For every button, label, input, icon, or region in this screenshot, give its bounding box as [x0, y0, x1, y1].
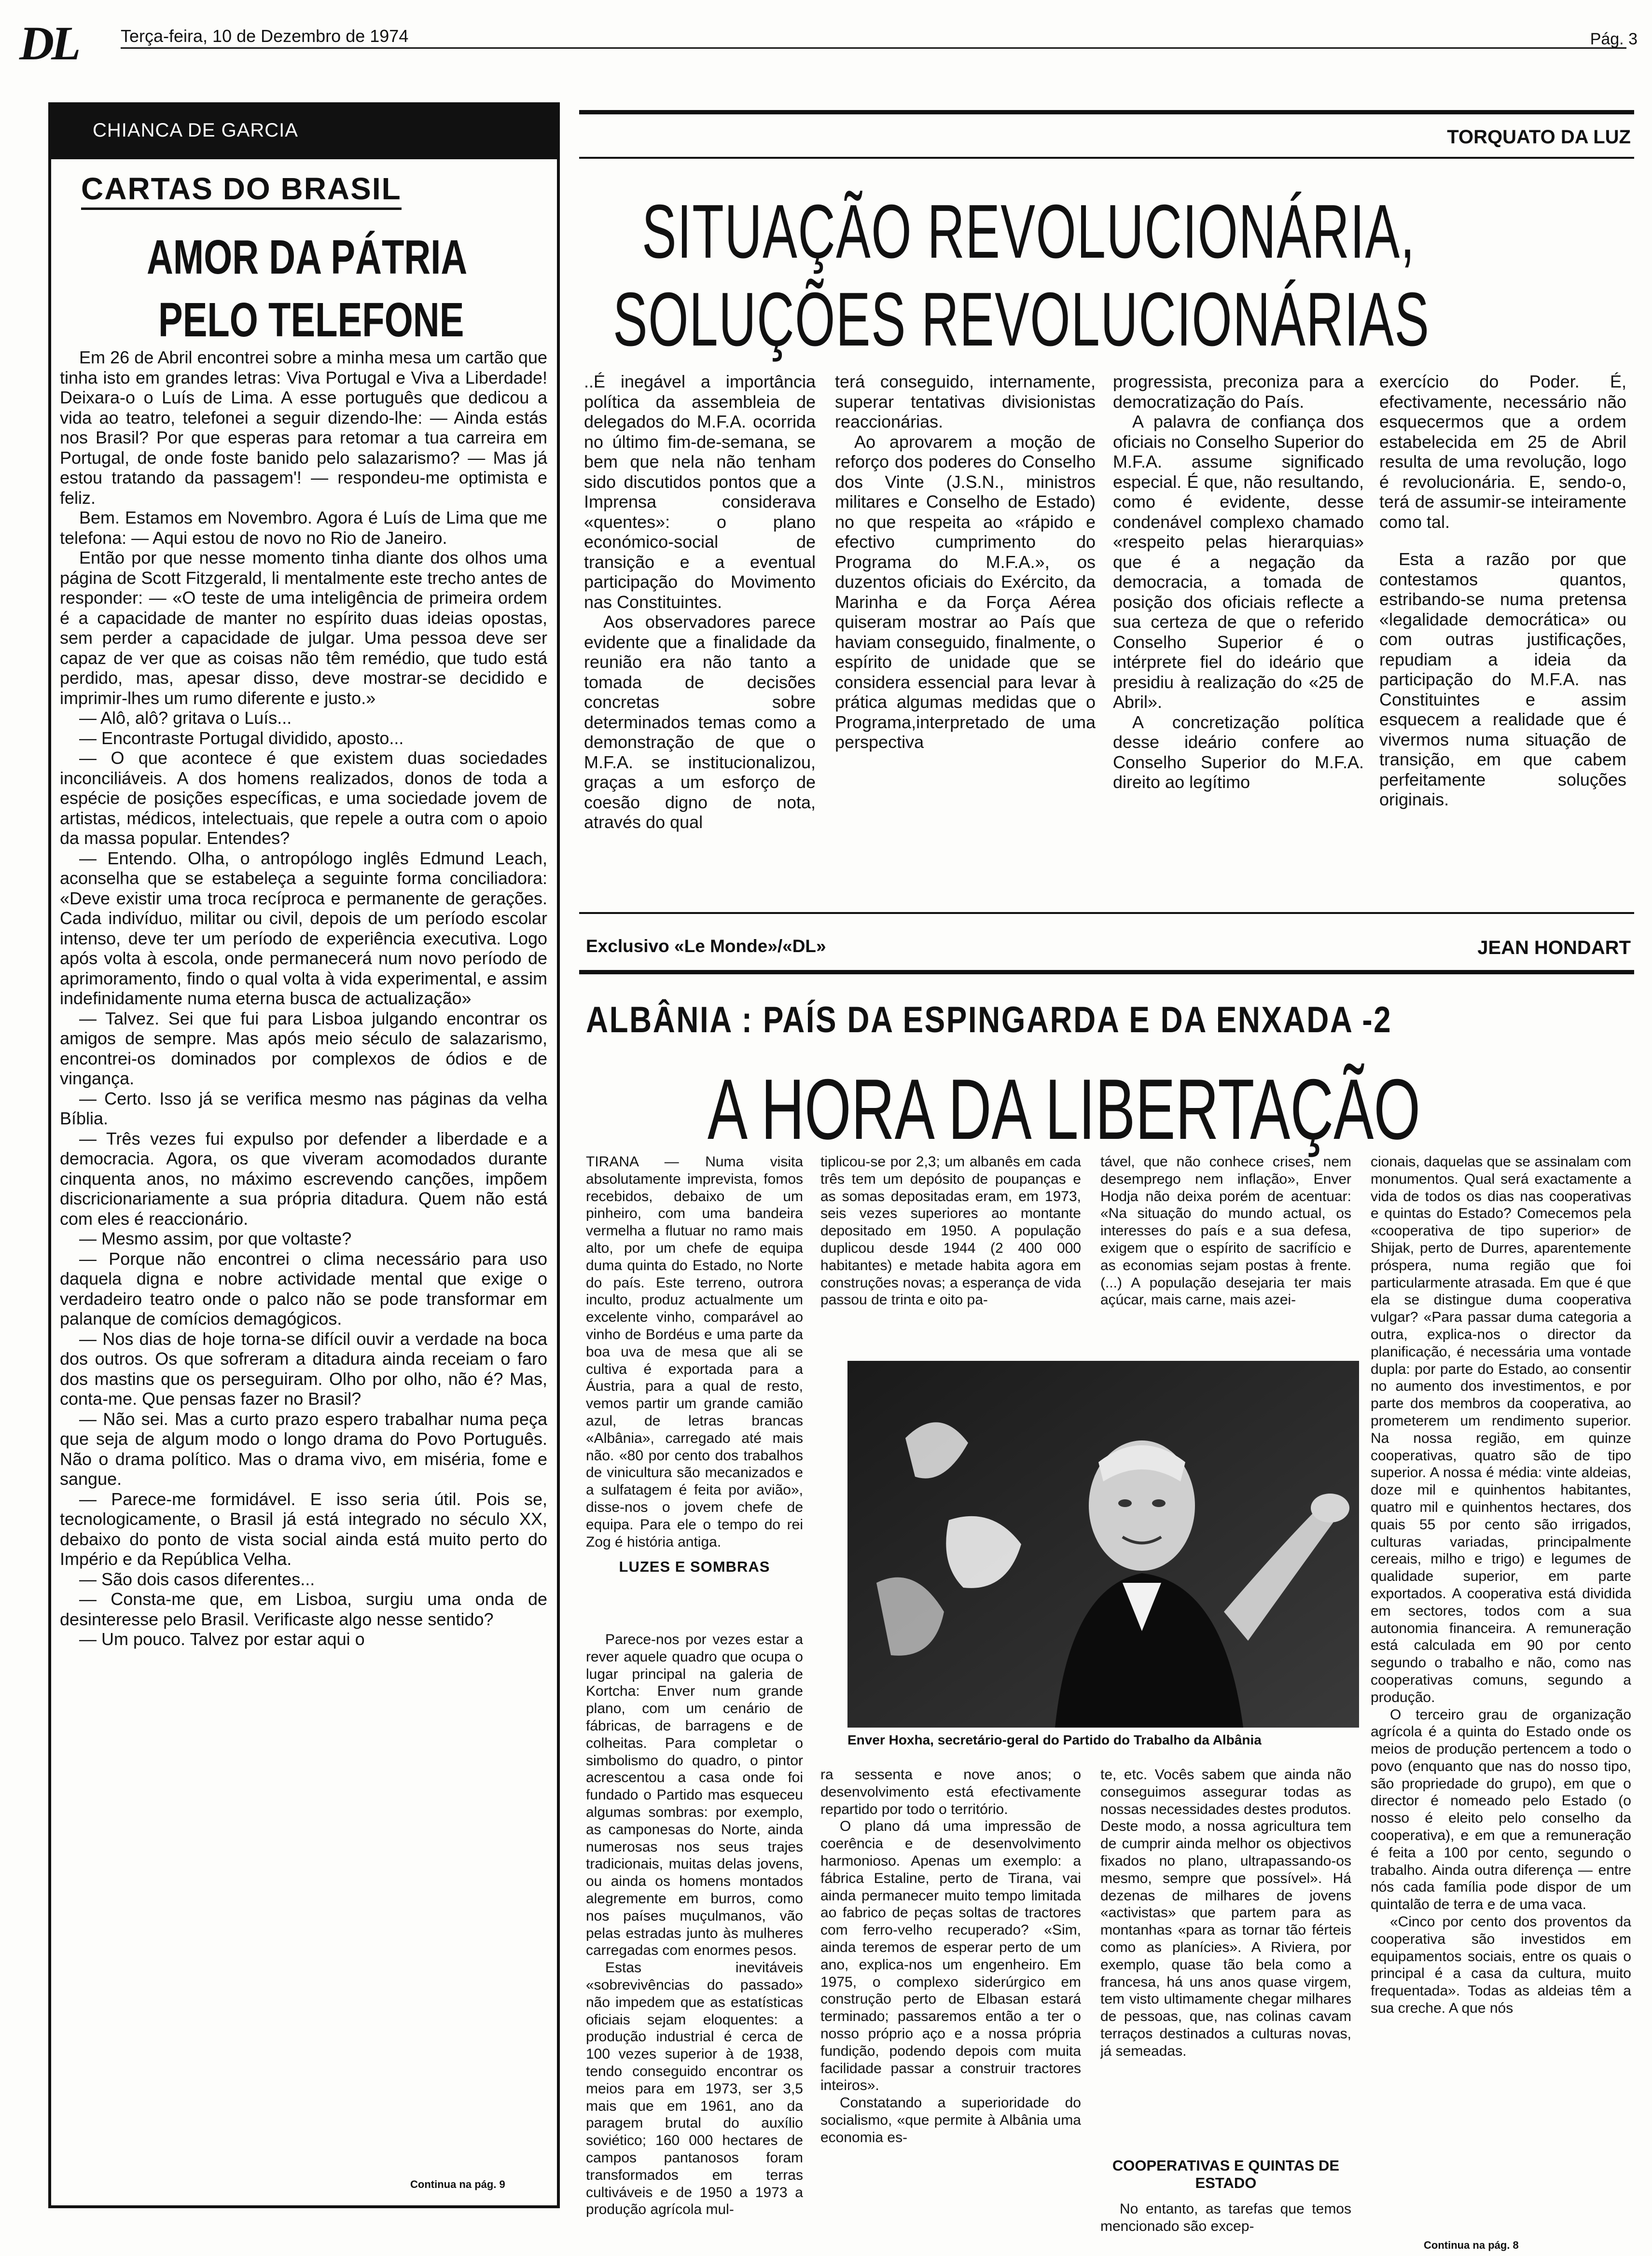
albania-rule — [579, 970, 1634, 974]
paragraph: — Mesmo assim, por que voltaste? — [79, 1229, 352, 1248]
page-number: Pág. 3 — [1590, 30, 1638, 48]
top-article-column-2 — [835, 372, 1096, 898]
paragraph: tável, que não conhece crises, nem desemprego nem inflação», Enver Hodja não deixa porém de acentuar: «Na situação do mundo actual, os interesses do país e a sua defesa, exigem que o espírito de sacrifício e as economias sejam postas à frente. (...) A população desejaria ter mais açúcar, mais carne, mais azei- — [1100, 1154, 1351, 1308]
top-article-column-3 — [1113, 372, 1364, 898]
albania-column-2 — [820, 1153, 1081, 1356]
exclusive-credit: Exclusivo «Le Monde»/«DL» — [586, 936, 826, 956]
paragraph: — Não sei. Mas a curto prazo espero trabalhar numa peça que seja de algum modo o longo drama do Povo Português. Não o drama político. Mas o drama vivo, em miséria, fome e sangue. — [60, 1409, 547, 1489]
left-article-title-line2: PELO TELEFONE — [158, 293, 464, 347]
albania-column-4 — [1371, 1153, 1631, 2239]
paragraph: — Nos dias de hoje torna-se difícil ouvir a verdade na boca dos outros. Os que sofreram a ditadura ainda receiam o faro dos mastins que os perseguiram. Olho por olho, não é? Mas, conta-me. Que pensas fazer no Brasil? — [60, 1329, 547, 1409]
paragraph: Aos observadores parece evidente que a finalidade da reunião era não tanto a tomada de decisões concretas sobre determinados temas como a demonstração de que o M.F.A. se institucionalizou, graças a um esforço de coesão digno de nota, através do qual — [584, 612, 816, 832]
albania-continuation: Continua na pág. 8 — [1424, 2239, 1519, 2251]
albania-column-1 — [586, 1153, 803, 1617]
paragraph: — Talvez. Sei que fui para Lisboa julgando encontrar os amigos de sempre. Mas após meio século de salazarismo, encontrei-os dominados por complexos de ódios e de vingança. — [60, 1008, 547, 1088]
paragraph: — Parece-me formidável. E isso seria útil. Pois se, tecnologicamente, o Brasil já está integrado no século XX, debaixo do ponto de vista social ainda está muito perto do Império e da República Velha. — [60, 1489, 547, 1569]
subheading-cooperativas: COOPERATIVAS E QUINTAS DE ESTADO — [1112, 2157, 1340, 2191]
enver-hoxha-photo — [847, 1361, 1359, 1728]
photo-caption: Enver Hoxha, secretário-geral do Partido do Trabalho da Albânia — [847, 1732, 1262, 1747]
paragraph: TIRANA — Numa visita absolutamente imprevista, fomos recebidos, debaixo de um pinheiro, com uma bandeira vermelha a flutuar no ramo mais alto, por um chefe de equipa duma quinta do Estado, no Norte do país. Este terreno, outrora inculto, produz actualmente um excelente vinho, comparável ao vinho de Bordéus e uma parte da boa uva de mesa que ali se cultiva é exportada para a Áustria, para a qual de resto, vemos partir um grande camião azul, de letras brancas «Albânia», carregado até mais não. «80 por cento dos trabalhos de vinicultura são mecanizados e a sulfatagem é feita por avião», disse-nos o jovem chefe de equipa. Para ele o tempo do rei Zog é história antiga. — [586, 1154, 803, 1550]
paragraph: progressista, preconiza para a democratização do País. — [1113, 372, 1364, 412]
top-article-author: TORQUATO DA LUZ — [1447, 126, 1631, 148]
left-article-author: CHIANCA DE GARCIA — [48, 102, 560, 159]
left-article-continuation: Continua na pág. 9 — [410, 2178, 505, 2190]
albania-author: JEAN HONDART — [1477, 937, 1631, 958]
paragraph: — Três vezes fui expulso por defender a liberdade e a democracia. Agora, os que viveram acomodados durante cinquenta anos, no máximo escrevendo canções, impõem discricionariamente a sua própria ditadura. Quem não está com eles é reaccionário. — [60, 1128, 547, 1229]
paragraph: — Porque não encontrei o clima necessário para uso daquela digna e nobre actividade mental que exige o verdadeiro teatro onde o palco não se pode transformar em palanque de comícios demagógicos. — [60, 1248, 547, 1329]
paragraph: ra sessenta e nove anos; o desenvolvimento está efectivamente repartido por todo o território. — [820, 1767, 1081, 1817]
albania-column-3-end — [1100, 2201, 1351, 2254]
paragraph: — Entendo. Olha, o antropólogo inglês Edmund Leach, aconselha que se estabeleça a seguinte forma conciliadora: «Deve existir uma troca recíproca e permanente de gerações. Cada indivíduo, militar ou civil, depois de um período escolar intenso, deve ter um período de experiência executiva. Logo após volta à escola, onde permanecerá num novo período de aprimoramento, findo o qual volta à vida experimental, e assim indefinidamente numa eterna busca de actualização» — [60, 848, 547, 1008]
albania-kicker: ALBÂNIA : PAÍS DA ESPINGARDA E DA ENXADA -2 — [586, 999, 1392, 1040]
left-article-body — [60, 347, 547, 2191]
subheading: LUZES E SOMBRAS — [619, 1558, 770, 1576]
top-article-column-1 — [584, 372, 816, 898]
paragraph: O terceiro grau de organização agrícola é a quinta do Estado onde os meios de produção pertencem a todo o povo (enquanto que nas do nosso tipo, são propriedade do grupo), em que o director é nomeado pelo Estado (o nosso é eleito pelo conselho da cooperativa), e em que a remuneração é feita a 100 por cento, segundo o trabalho. Ainda outra diferença — entre nós cada família pode dispor de um quintalão de terra e de uma vaca. — [1371, 1706, 1631, 1913]
paragraph: cionais, daquelas que se assinalam com monumentos. Qual será exactamente a vida de todos os dias nas cooperativas e quintas do Estado? Comecemos pela «cooperativa de tipo superior» de Shijak, perto de Durres, aparentemente próspera, numa região que foi particularmente atrasada. Em que é que ela se distingue duma cooperativa vulgar? «Para passar duma categoria a outra, explica-nos o director da planificação, é necessária uma vontade dupla: por parte do Estado, ao consentir no aumento dos investimentos, e por parte dos membros da cooperativa, ao prometerem um rendimento superior. Na nossa região, em quinze cooperativas, quatro são de tipo superior. A nossa é média: vinte aldeias, doze mil e quinhentos habitantes, quatro mil e quinhentos hectares, dos quais 55 por cento são irrigados, culturas variadas, principalmente cereais, milho e trigo) e legumes de qualidade superior, em parte exportados. A cooperativa está dividida em sectores, todos com a sua autonomia financeira. A remuneração está calculada em 90 por cento segundo o trabalho e não, como nas cooperativas comuns, segundo a produção. — [1371, 1154, 1631, 1705]
albania-column-1-continued — [586, 1631, 803, 2254]
albania-top-rule — [579, 912, 1634, 914]
paragraph: — São dois casos diferentes... — [79, 1569, 315, 1589]
paragraph: terá conseguido, internamente, superar tentativas divisionistas reaccionárias. — [835, 372, 1096, 431]
paragraph: ..É inegável a importância política da assembleia de delegados do M.F.A. ocorrida no último fim-de-semana, se bem que nela não tenham sido discutidos pontos que a Imprensa considerava «quentes»: o plano económico-social de transição e a eventual participação do Movimento nas Constituintes. — [584, 372, 816, 612]
top-article-title-line1: SITUAÇÃO REVOLUCIONÁRIA, — [642, 189, 1416, 274]
albania-column-2-lower — [820, 1766, 1081, 2254]
paragraph: A palavra de confiança dos oficiais no Conselho Superior do M.F.A. assume significado especial. É que, não resultando, como é evidente, desse condenável complexo chamado «respeito pelas hierarquias» que é a negação da democracia, a tomada de posição dos oficiais reflecte a sua certeza de que o referido Conselho Superior é o intérprete fiel do ideário que presidiu à realização do «25 de Abril». — [1113, 412, 1364, 712]
paragraph: Então por que nesse momento tinha diante dos olhos uma página de Scott Fitzgerald, li mentalmente este trecho antes de responder: — «O teste de uma inteligência de primeira ordem é a capacidade de manter no espírito duas ideias opostas, sem perder a capacidade de julgar. Uma pessoa deve ser capaz de ver que as coisas não têm remédio, que tudo está perdido, mas, apesar disso, deve mostrar-se decidido e imprimir-lhes um rumo diferente e justo.» — [60, 548, 547, 708]
paragraph: Estas inevitáveis «sobrevivências do passado» não impedem que as estatísticas oficiais sejam eloquentes: a produção industrial é cerca de 100 vezes superior à de 1938, tendo conseguido encontrar os meios para em 1973, ser 3,5 mais que em 1961, ano da paragem brutal do auxílio soviético; 160 000 hectares de campos pantanosos foram transformados em terras cultiváveis e de 1950 a 1973 a produção agrícola mul- — [586, 1960, 803, 2218]
paragraph: tiplicou-se por 2,3; um albanês em cada três tem um depósito de poupanças e as somas depositadas eram, em 1973, seis vezes superiores ao montante depositado em 1950. A população duplicou desde 1944 (2 400 000 habitantes) e metade habita agora em construções novas; a esperança de vida passou de trinta e oito pa- — [820, 1154, 1081, 1308]
paragraph: — Certo. Isso já se verifica mesmo nas páginas da velha Bíblia. — [60, 1088, 547, 1128]
paragraph: — Um pouco. Talvez por estar aqui o — [79, 1629, 365, 1649]
albania-column-3 — [1100, 1153, 1351, 1356]
left-article-kicker: CARTAS DO BRASIL — [81, 170, 402, 210]
newspaper-logo: DL — [19, 16, 78, 70]
paragraph: — Encontraste Portugal dividido, aposto... — [79, 728, 404, 748]
top-article-rule-thin — [579, 157, 1634, 159]
paragraph: — O que acontece é que existem duas sociedades inconciliáveis. A dos homens realizados, donos de toda a espécie de posições específicas, e uma sociedade jovem de artistas, médicos, intelectuais, que repele a outra com o apoio da massa popular. Entendes? — [60, 748, 547, 848]
albania-title: A HORA DA LIBERTAÇÃO — [708, 1061, 1421, 1157]
masthead-rule — [121, 47, 1626, 49]
top-article-column-4 — [1379, 372, 1626, 898]
paragraph: No entanto, as tarefas que temos mencionado são excep- — [1100, 2201, 1351, 2234]
paragraph: Em 26 de Abril encontrei sobre a minha mesa um cartão que tinha isto em grandes letras: Viva Portugal e Viva a Liberdade! Deixara-o o Luís de Lima. A esse português que dedicou a vida ao teatro, telefonei a seguir dizendo-lhe: — Ainda estás nos Brasil? Por que esperas para retomar a tua carreira em Portugal, de onde foste banido pelo salazarismo? — Mas já estou tratando da passagem'! — respondeu-me optimista e feliz. — [60, 347, 547, 508]
top-article-rule — [579, 110, 1634, 114]
paragraph: Ao aprovarem a moção de reforço dos poderes do Conselho dos Vinte (J.S.N., ministros militares e Conselho de Estado) no que respeita ao «rápido e efectivo cumprimento do Programa do M.F.A.», os duzentos oficiais do Exército, da Marinha e da Força Aérea quiseram mostrar ao País que haviam conseguido, finalmente, o espírito de unidade que se considera essencial para levar à prática algumas medidas que o Programa,interpretado de uma perspectiva — [835, 431, 1096, 752]
top-article-title-line2: SOLUÇÕES REVOLUCIONÁRIAS — [613, 277, 1430, 362]
issue-date: Terça-feira, 10 de Dezembro de 1974 — [121, 26, 409, 46]
paragraph: Parece-nos por vezes estar a rever aquele quadro que ocupa o lugar principal na galeria de Kortcha: Enver num grande plano, com um cenário de fábricas, de barragens e de colheitas. Para completar o simbolismo do quadro, o pintor acrescentou a casa onde foi fundado o Partido mas esqueceu algumas sombras: por exemplo, as camponesas do Norte, ainda numerosas nos seus trajes tradicionais, muitas delas jovens, ou ainda os homens montados alegremente em burros, como nos países muçulmanos, vão pelas estradas junto às mulheres carregadas com enormes pesos. — [586, 1632, 803, 1959]
paragraph: — Alô, alô? gritava o Luís... — [79, 708, 292, 728]
paragraph: Constatando a superioridade do socialismo, «que permite à Albânia uma economia es- — [820, 2095, 1081, 2145]
paragraph: exercício do Poder. É, efectivamente, necessário não esquecermos que a ordem estabelecida em 25 de Abril resulta de uma revolução, logo é revolucionária. E, sendo-o, terá de assumir-se inteiramente como tal. — [1379, 372, 1626, 532]
paragraph: Bem. Estamos em Novembro. Agora é Luís de Lima que me telefona: — Aqui estou de novo no Rio de Janeiro. — [60, 508, 547, 548]
paragraph: — Consta-me que, em Lisboa, surgiu uma onda de desinteresse pelo Brasil. Verificaste algo nesse sentido? — [60, 1589, 547, 1629]
paragraph: O plano dá uma impressão de coerência e de desenvolvimento harmonioso. Apenas um exemplo: a fábrica Estaline, perto de Tirana, vai ainda permanecer muito tempo limitada ao fabrico de peças soltas de tractores com ferro-velho recuperado? «Sim, ainda teremos de esperar perto de um ano, explica-nos um engenheiro. Em 1975, o complexo siderúrgico em construção perto de Elbasan estará terminado; passaremos então a ter o nosso próprio aço e a nossa própria fundição, podendo depois com muita facilidade passar a construir tractores inteiros». — [820, 1818, 1081, 2094]
paragraph: A concretização política desse ideário confere ao Conselho Superior do M.F.A. direito ao legítimo — [1113, 712, 1364, 792]
left-article-title-line1: AMOR DA PÁTRIA — [147, 230, 468, 284]
paragraph: te, etc. Vocês sabem que ainda não conseguimos assegurar todas as nossas necessidades destes produtos. Deste modo, a nossa agricultura tem de cumprir ainda melhor os objectivos fixados no plano, ultrapassando-os mesmo, sempre que possível». Há dezenas de milhares de jovens «activistas» que partem para as montanhas «para as tornar tão férteis como as planícies». A Riviera, por exemplo, quase tão bela como a francesa, há uns anos quase virgem, tem visto ultimamente chegar milhares de pessoas, que, nas colinas cavam terraços destinados a culturas novas, já semeadas. — [1100, 1767, 1351, 2059]
photo-illustration — [847, 1361, 1359, 1728]
paragraph: «Cinco por cento dos proventos da cooperativa são investidos em equipamentos sociais, entre os quais o principal é a casa da cultura, muito frequentada». Todas as aldeias têm a sua creche. A que nós — [1371, 1914, 1631, 2017]
paragraph: Esta a razão por que contestamos quantos, estribando-se numa pretensa «legalidade democrática» ou com outras justificações, repudiam a ideia da participação do M.F.A. nas Constituintes e assim esquecem a realidade que é vivermos numa situação de transição, em que cabem perfeitamente soluções originais. — [1379, 549, 1626, 809]
